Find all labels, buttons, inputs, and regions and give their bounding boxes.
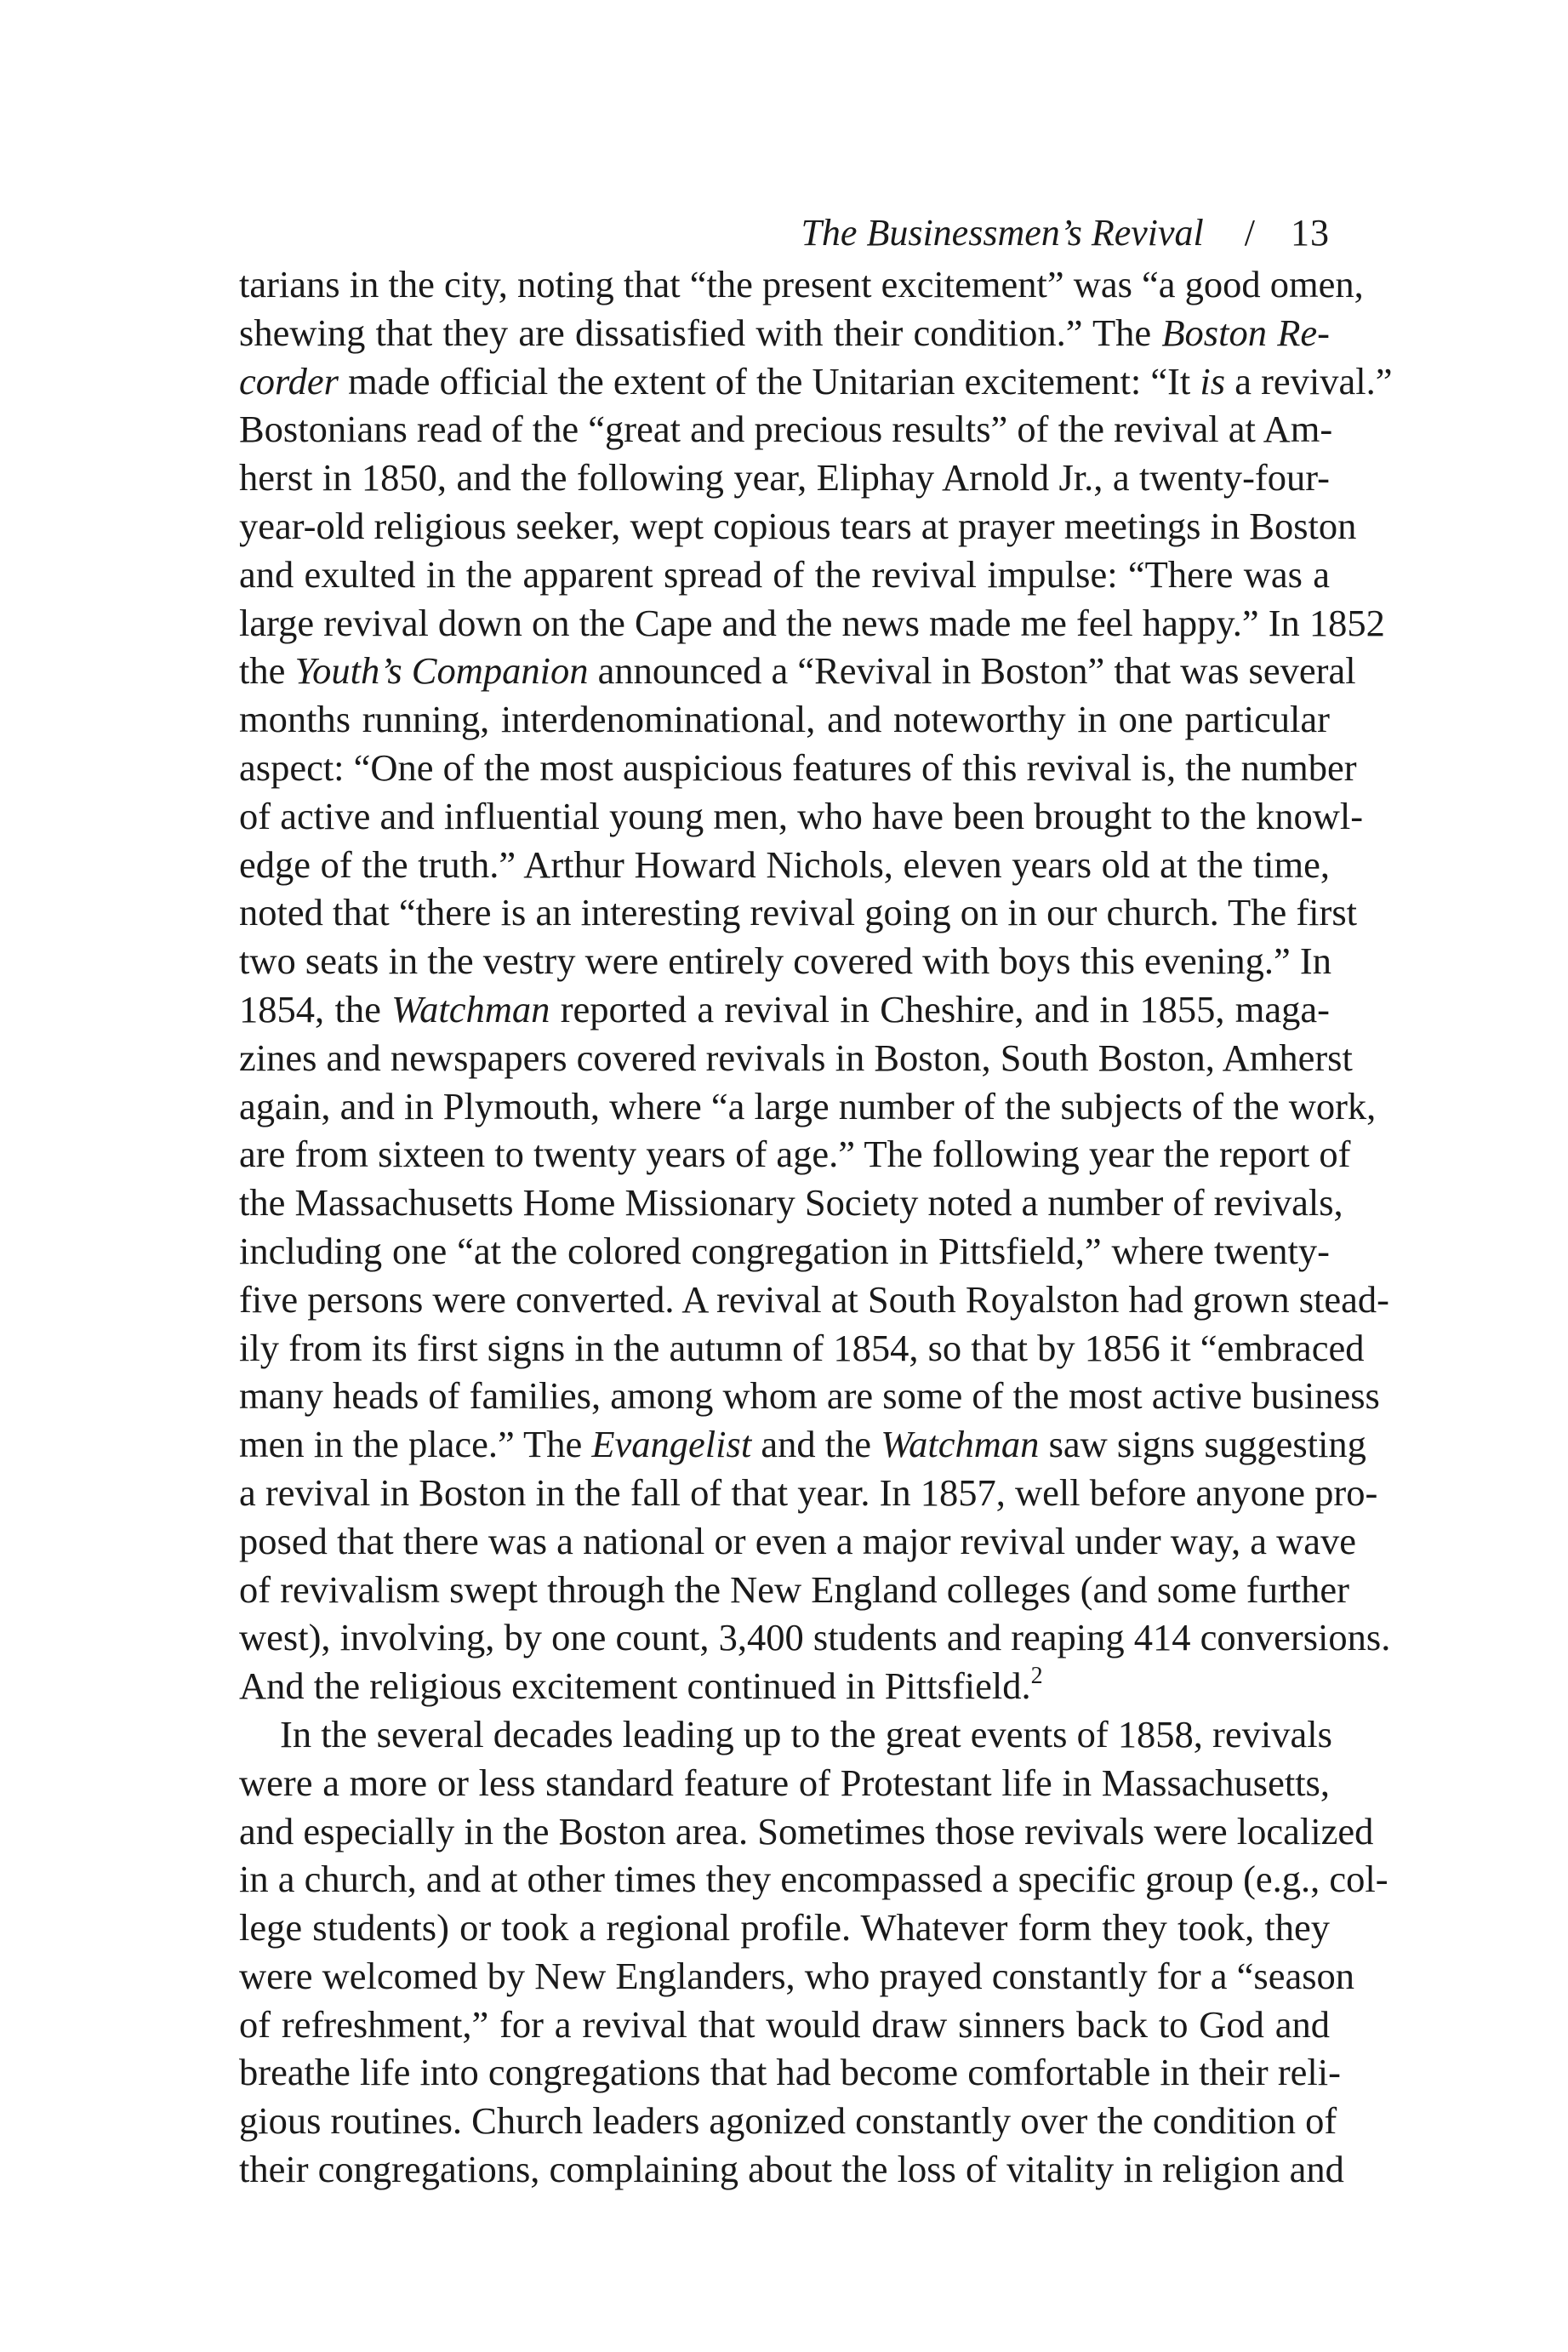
- text-segment: and especially in the Boston area. Sometimes those revivals were localized: [239, 1809, 1374, 1852]
- text-segment: announced a “Revival in Boston” that was several: [588, 649, 1356, 693]
- text-segment: ily from its first signs in the autumn of 1854, so that by 1856 it “embraced: [239, 1326, 1365, 1369]
- text-line: [239, 1420, 1366, 1469]
- text-line: [239, 260, 1364, 309]
- text-line: [239, 1469, 1378, 1517]
- text-line: [239, 1276, 1389, 1324]
- text-segment: And the religious excitement continued in Pittsfield.: [239, 1664, 1031, 1708]
- italic-text: Watchman: [881, 1423, 1040, 1466]
- italic-text: Watchman: [391, 987, 550, 1030]
- text-segment: zines and newspapers covered revivals in Boston, South Boston, Amherst: [239, 1036, 1353, 1079]
- text-segment: large revival down on the Cape and the news made me feel happy.” In 1852: [239, 601, 1385, 644]
- text-line: [239, 357, 1393, 406]
- text-segment: posed that there was a national or even a major revival under way, a wave: [239, 1519, 1357, 1562]
- text-line: [239, 1952, 1355, 2001]
- text-segment: the: [239, 649, 295, 693]
- text-line: [239, 1179, 1343, 1227]
- text-segment: year-old religious seeker, wept copious tears at prayer meetings in Boston: [239, 504, 1357, 547]
- text-line: [239, 309, 1330, 357]
- text-segment: west), involving, by one count, 3,400 students and reaping 414 conversions.: [239, 1616, 1391, 1659]
- text-segment: made official the extent of the Unitarian excitement: “It: [339, 359, 1200, 402]
- text-segment: and the: [751, 1423, 881, 1466]
- text-segment: In the several decades leading up to the great events of 1858, revivals: [280, 1712, 1332, 1755]
- text-segment: again, and in Plymouth, where “a large number of the subjects of the work,: [239, 1084, 1377, 1127]
- running-head-title: The Businessmen’s Revival: [801, 212, 1204, 254]
- text-line: [239, 2001, 1330, 2049]
- text-line: [239, 1662, 1330, 1710]
- text-line: [239, 2097, 1337, 2145]
- text-segment: two seats in the vestry were entirely covered with boys this evening.” In: [239, 939, 1331, 983]
- text-segment: of refreshment,” for a revival that would draw sinners back to God and: [239, 2002, 1330, 2046]
- running-head: [239, 208, 1330, 259]
- text-segment: noted that “there is an interesting revival going on in our church. The first: [239, 891, 1358, 934]
- running-head-separator: /: [1244, 212, 1255, 254]
- text-segment: were a more or less standard feature of Protestant life in Massachusetts,: [239, 1761, 1330, 1804]
- text-segment: edge of the truth.” Arthur Howard Nichols, eleven years old at the time,: [239, 842, 1330, 886]
- text-segment: the Massachusetts Home Missionary Society noted a number of revivals,: [239, 1181, 1343, 1225]
- text-segment: tarians in the city, noting that “the present excitement” was “a good omen,: [239, 263, 1364, 305]
- text-line: [239, 1372, 1380, 1420]
- text-line: [239, 2048, 1341, 2097]
- text-line: [239, 1855, 1388, 1904]
- text-segment: of active and influential young men, who have been brought to the knowl-: [239, 794, 1364, 837]
- text-line: [239, 1613, 1391, 1662]
- text-segment: 1854, the: [239, 987, 392, 1030]
- text-line: [239, 841, 1330, 889]
- text-line: [239, 888, 1358, 937]
- italic-text: corder: [239, 359, 339, 402]
- text-segment: men in the place.” The: [239, 1423, 592, 1466]
- text-segment: including one “at the colored congregation in Pittsfield,” where twenty-: [239, 1229, 1330, 1272]
- text-line: [239, 2145, 1344, 2194]
- page-number: 13: [1291, 212, 1330, 254]
- text-segment: aspect: “One of the most auspicious features of this revival is, the number: [239, 745, 1357, 789]
- text-segment: are from sixteen to twenty years of age.” The following year the report of: [239, 1133, 1351, 1176]
- text-segment: saw signs suggesting: [1039, 1423, 1366, 1466]
- italic-text: Youth’s Companion: [294, 649, 589, 693]
- text-segment: Bostonians read of the “great and precious results” of the revival at Am-: [239, 408, 1333, 451]
- text-line: [239, 1759, 1330, 1807]
- text-segment: gious routines. Church leaders agonized constantly over the condition of: [239, 2099, 1337, 2143]
- text-line: [239, 937, 1330, 985]
- text-line: [239, 551, 1330, 599]
- italic-text: Boston Re-: [1161, 311, 1330, 354]
- text-line: [239, 1517, 1357, 1566]
- text-line: [239, 1130, 1351, 1179]
- italic-text: Evangelist: [591, 1423, 752, 1466]
- text-line: [239, 1324, 1365, 1373]
- text-segment: a revival.”: [1225, 359, 1393, 402]
- text-segment: herst in 1850, and the following year, Eliphay Arnold Jr., a twenty-four-: [239, 456, 1330, 500]
- text-segment: were welcomed by New Englanders, who prayed constantly for a “season: [239, 1954, 1355, 1997]
- text-line: [239, 405, 1333, 454]
- text-segment: in a church, and at other times they encompassed a specific group (e.g., col-: [239, 1858, 1388, 1901]
- text-segment: months running, interdenominational, and noteworthy in one particular: [239, 698, 1330, 741]
- text-segment: shewing that they are dissatisfied with their condition.” The: [239, 311, 1162, 354]
- text-line: [239, 599, 1385, 648]
- body-text: [239, 260, 1393, 2194]
- text-line: [239, 985, 1330, 1034]
- text-segment: breathe life into congregations that had become comfortable in their reli-: [239, 2051, 1341, 2094]
- text-segment: many heads of families, among whom are some of the most active business: [239, 1374, 1380, 1418]
- footnote-marker: 2: [1030, 1663, 1043, 1690]
- text-line: [239, 1034, 1353, 1082]
- text-line: [239, 1082, 1377, 1131]
- text-segment: of revivalism swept through the New England colleges (and some further: [239, 1567, 1349, 1611]
- text-line: [239, 1227, 1330, 1276]
- text-line: [239, 695, 1330, 744]
- text-line: [239, 1710, 1330, 1759]
- text-line: [239, 792, 1364, 841]
- text-segment: lege students) or took a regional profile. Whatever form they took, they: [239, 1906, 1330, 1950]
- text-segment: reported a revival in Cheshire, and in 1855, maga-: [550, 987, 1330, 1030]
- italic-text: is: [1200, 359, 1226, 402]
- text-line: [239, 502, 1357, 551]
- text-line: [239, 1904, 1330, 1952]
- text-line: [239, 647, 1356, 695]
- text-segment: and exulted in the apparent spread of the revival impulse: “There was a: [239, 552, 1330, 596]
- text-line: [239, 1566, 1349, 1614]
- text-segment: a revival in Boston in the fall of that year. In 1857, well before anyone pro-: [239, 1470, 1378, 1514]
- text-line: [239, 744, 1357, 792]
- text-segment: their congregations, complaining about the loss of vitality in religion and: [239, 2148, 1344, 2191]
- text-line: [239, 1807, 1374, 1856]
- text-line: [239, 454, 1330, 502]
- text-segment: five persons were converted. A revival at South Royalston had grown stead-: [239, 1277, 1389, 1321]
